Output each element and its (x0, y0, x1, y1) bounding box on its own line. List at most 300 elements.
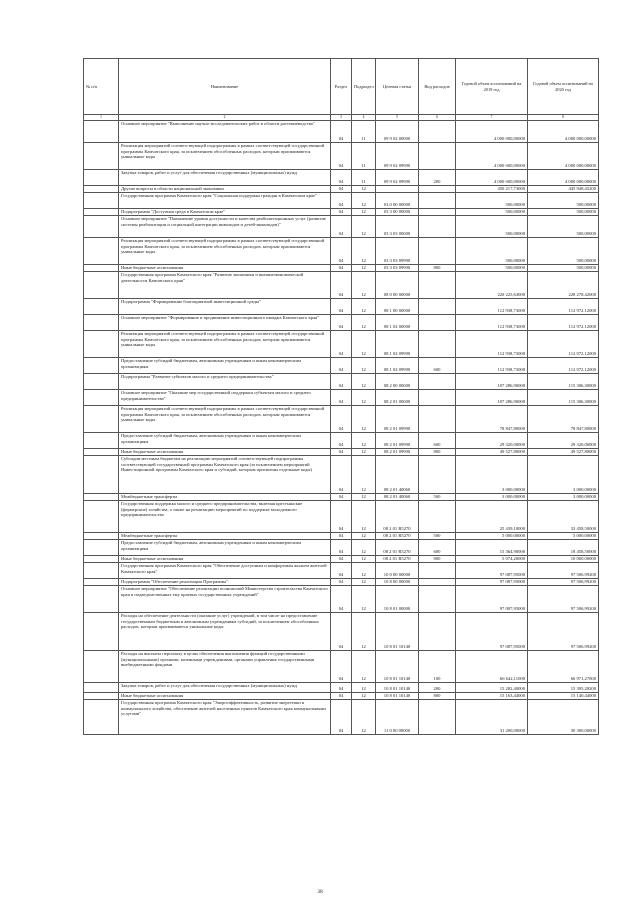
row-razdel-cell: 04 (331, 272, 352, 299)
table-row (84, 406, 599, 433)
row-2019-cell: 112 938,73000 (456, 358, 528, 374)
table-row (84, 315, 599, 331)
row-vid-cell: 600 (419, 540, 456, 556)
row-2020-cell: 3 000,00000 (528, 494, 599, 501)
row-name-cell: Реализация мероприятий соответствующей подпрограммы в рамках соответствующей государственной программы Камчатского края, за исключением обособленных расходов, которым присваиваются уникальные коды (119, 331, 331, 358)
row-number-cell (84, 265, 119, 272)
row-podrazdel-cell: 12 (352, 209, 376, 216)
row-name-cell: Расходы на обеспечение деятельности (оказание услуг) учреждений, в том числе на предоставление государственным бюджетным и автономным учреждениям субсидий, за исключением обособленных расходов, которым присваиваются уникальные коды (119, 613, 331, 651)
row-vid-cell (419, 586, 456, 613)
row-razdel-cell: 04 (331, 540, 352, 556)
row-razdel-cell: 04 (331, 693, 352, 700)
row-number-cell (84, 186, 119, 193)
row-number-cell (84, 449, 119, 456)
row-razdel-cell: 04 (331, 186, 352, 193)
row-vid-cell (419, 315, 456, 331)
column-number: 4 (352, 115, 376, 121)
row-vid-cell (419, 193, 456, 209)
row-name-cell: Подпрограмма "Обеспечение реализации Программы" (119, 579, 331, 586)
row-vid-cell: 600 (419, 358, 456, 374)
row-statya-cell: 10 8 01 00000 (376, 586, 419, 613)
table-row (84, 170, 599, 186)
row-2019-cell: 78 847,80000 (456, 406, 528, 433)
row-2019-cell: 97 087,95000 (456, 586, 528, 613)
row-number-cell (84, 209, 119, 216)
row-razdel-cell: 04 (331, 374, 352, 390)
row-name-cell: Иные бюджетные ассигнования (119, 265, 331, 272)
row-2020-cell: 15 395,28200 (528, 683, 599, 693)
table-row (84, 374, 599, 390)
row-podrazdel-cell: 12 (352, 556, 376, 563)
row-name-cell: Государственная программа Камчатского края "Обеспечение доступным и комфортным жильем жителей Камчатского края" (119, 563, 331, 579)
row-2020-cell: 15 140,44000 (528, 693, 599, 700)
row-name-cell: Государственная поддержка малого и среднего предпринимательства, включая крестьянские (фермерские) хозяйства, а также на реализацию мероприятий по поддержке молодежного предпринимательства (119, 501, 331, 533)
row-statya-cell: 09 9 02 00000 (376, 121, 419, 143)
row-number-cell (84, 456, 119, 494)
row-razdel-cell: 04 (331, 533, 352, 540)
table-row (84, 358, 599, 374)
row-name-cell: Государственная программа Камчатского края "Развитие экономики и внешнеэкономической деятельности Камчатского края" (119, 272, 331, 299)
row-number-cell (84, 433, 119, 449)
row-2019-cell: 4 000 000,00000 (456, 143, 528, 170)
table-row (84, 556, 599, 563)
table-row (84, 651, 599, 683)
header-2019: Годовой объем ассигнований на 2019 год (456, 59, 528, 115)
row-razdel-cell: 04 (331, 563, 352, 579)
table-row (84, 265, 599, 272)
row-statya-cell: 08 1 02 00000 (376, 315, 419, 331)
row-razdel-cell: 04 (331, 494, 352, 501)
row-2020-cell: 112 972,12000 (528, 299, 599, 315)
row-razdel-cell: 04 (331, 456, 352, 494)
row-podrazdel-cell: 11 (352, 170, 376, 186)
row-razdel-cell: 04 (331, 216, 352, 238)
row-name-cell: Иные бюджетные ассигнования (119, 693, 331, 700)
row-statya-cell: 08 0 00 00000 (376, 272, 419, 299)
row-number-cell (84, 299, 119, 315)
row-2020-cell: 18 458,50000 (528, 540, 599, 556)
row-name-cell: Иные бюджетные ассигнования (119, 556, 331, 563)
row-2019-cell: 107 286,90000 (456, 390, 528, 406)
row-razdel-cell: 04 (331, 121, 352, 143)
row-statya-cell: 08 2 01 40060 (376, 456, 419, 494)
row-name-cell: Основное мероприятие "Повышение уровня доступности и качества реабилитационных услуг (развитие системы реабилитации и социальной интеграции инвалидов и детей-инвалидов)" (119, 216, 331, 238)
row-razdel-cell: 04 (331, 193, 352, 209)
row-2020-cell: 97 506,99200 (528, 563, 599, 579)
row-vid-cell (419, 613, 456, 651)
row-2019-cell: 25 439,10000 (456, 501, 528, 533)
row-statya-cell: 08 2 01 R5270 (376, 533, 419, 540)
table-row (84, 586, 599, 613)
table-row (84, 563, 599, 579)
table-row (84, 216, 599, 238)
row-number-cell (84, 494, 119, 501)
row-razdel-cell: 04 (331, 265, 352, 272)
row-vid-cell (419, 121, 456, 143)
row-2019-cell: 31 200,00000 (456, 700, 528, 735)
row-2020-cell: 445 948,45200 (528, 186, 599, 193)
row-name-cell: Государственная программа Камчатского края "Энергоэффективность, развитие энергетики и коммунального хозяйства, обеспечение жителей населенных пунктов Камчатского края коммунальными услугами" (119, 700, 331, 735)
table-row (84, 501, 599, 533)
row-statya-cell: 03 3 03 09990 (376, 265, 419, 272)
row-2020-cell: 115 306,30000 (528, 390, 599, 406)
row-razdel-cell: 04 (331, 501, 352, 533)
row-podrazdel-cell: 12 (352, 456, 376, 494)
row-number-cell (84, 533, 119, 540)
row-name-cell: Подпрограмма "Доступная среда в Камчатском крае" (119, 209, 331, 216)
row-podrazdel-cell: 12 (352, 683, 376, 693)
row-name-cell: Реализация мероприятий соответствующей подпрограммы в рамках соответствующей государственной программы Камчатского края, за исключением обособленных расходов, которым присваиваются уникальные коды (119, 406, 331, 433)
row-razdel-cell: 04 (331, 143, 352, 170)
row-name-cell: Межбюджетные трансферты (119, 533, 331, 540)
row-2020-cell: 30 300,00000 (528, 700, 599, 735)
row-statya-cell: 08 2 01 R5270 (376, 501, 419, 533)
row-podrazdel-cell: 12 (352, 613, 376, 651)
row-2020-cell: 33 458,50000 (528, 501, 599, 533)
row-name-cell: Закупка товаров, работ и услуг для обеспечения государственных (муниципальных) нужд (119, 683, 331, 693)
row-2020-cell: 78 847,80000 (528, 406, 599, 433)
row-vid-cell: 800 (419, 265, 456, 272)
row-vid-cell (419, 216, 456, 238)
row-vid-cell: 100 (419, 651, 456, 683)
table-row (84, 121, 599, 143)
row-2019-cell: 112 938,73000 (456, 315, 528, 331)
row-2019-cell: 4 000 000,00000 (456, 170, 528, 186)
row-2020-cell: 5 000,00000 (528, 533, 599, 540)
row-statya-cell: 08 1 02 09990 (376, 358, 419, 374)
row-2019-cell: 450 217,73000 (456, 186, 528, 193)
row-podrazdel-cell: 12 (352, 563, 376, 579)
row-2020-cell: 112 972,12000 (528, 315, 599, 331)
row-razdel-cell: 04 (331, 209, 352, 216)
row-podrazdel-cell: 12 (352, 186, 376, 193)
row-number-cell (84, 556, 119, 563)
row-2020-cell: 97 506,99200 (528, 586, 599, 613)
row-vid-cell (419, 186, 456, 193)
row-number-cell (84, 143, 119, 170)
row-2020-cell: 500,00000 (528, 193, 599, 209)
column-number: 7 (456, 115, 528, 121)
row-2019-cell: 5 074,20000 (456, 556, 528, 563)
budget-table-sheet (83, 58, 598, 735)
row-razdel-cell: 04 (331, 586, 352, 613)
row-2019-cell: 500,00000 (456, 238, 528, 265)
row-number-cell (84, 374, 119, 390)
row-vid-cell: 200 (419, 683, 456, 693)
budget-table (83, 58, 599, 735)
table-row (84, 193, 599, 209)
row-razdel-cell: 04 (331, 299, 352, 315)
row-number-cell (84, 170, 119, 186)
row-number-cell (84, 651, 119, 683)
row-podrazdel-cell: 12 (352, 238, 376, 265)
row-2019-cell: 15 364,90000 (456, 540, 528, 556)
row-podrazdel-cell: 12 (352, 315, 376, 331)
row-2020-cell: 4 000 000,00000 (528, 143, 599, 170)
row-name-cell: Основное мероприятие "Обеспечение реализации полномочий Министерства строительства Камчатского края и подведомственных ему краевых государственных учреждений" (119, 586, 331, 613)
header-podrazdel: Подраздел (352, 59, 376, 115)
table-row (84, 693, 599, 700)
row-podrazdel-cell: 12 (352, 533, 376, 540)
row-statya-cell: 10 8 00 00000 (376, 579, 419, 586)
row-vid-cell (419, 143, 456, 170)
row-2020-cell: 500,00000 (528, 216, 599, 238)
row-statya-cell: 09 9 02 09990 (376, 143, 419, 170)
table-row (84, 186, 599, 193)
row-2019-cell: 500,00000 (456, 193, 528, 209)
row-vid-cell (419, 390, 456, 406)
row-2019-cell: 500,00000 (456, 209, 528, 216)
row-vid-cell (419, 456, 456, 494)
row-2019-cell: 112 938,73000 (456, 299, 528, 315)
row-2020-cell: 3 000,00000 (528, 456, 599, 494)
header-2020: Годовой объем ассигнований на 2020 год (528, 59, 599, 115)
row-number-cell (84, 315, 119, 331)
row-statya-cell: 08 2 00 00000 (376, 374, 419, 390)
row-name-cell: Основное мероприятие "Формирование и продвижение инвестиционного имиджа Камчатского края" (119, 315, 331, 331)
row-razdel-cell: 04 (331, 433, 352, 449)
row-2019-cell: 500,00000 (456, 216, 528, 238)
row-razdel-cell: 04 (331, 406, 352, 433)
row-podrazdel-cell: 12 (352, 374, 376, 390)
row-podrazdel-cell: 12 (352, 299, 376, 315)
row-podrazdel-cell: 12 (352, 540, 376, 556)
table-row (84, 238, 599, 265)
row-statya-cell: 03 3 03 09990 (376, 238, 419, 265)
row-razdel-cell: 04 (331, 238, 352, 265)
header-razdel: Раздел (331, 59, 352, 115)
row-statya-cell: 08 1 00 00000 (376, 299, 419, 315)
row-vid-cell: 500 (419, 533, 456, 540)
row-razdel-cell: 04 (331, 315, 352, 331)
row-2020-cell: 112 972,12000 (528, 358, 599, 374)
row-name-cell: Предоставление субсидий бюджетным, автономным учреждениям и иным некоммерческим организациям (119, 540, 331, 556)
table-row (84, 390, 599, 406)
row-statya-cell: 09 9 02 09990 (376, 170, 419, 186)
row-number-cell (84, 700, 119, 735)
row-2020-cell: 4 000 000,00000 (528, 170, 599, 186)
row-statya-cell: 08 2 01 R5270 (376, 540, 419, 556)
row-number-cell (84, 216, 119, 238)
row-vid-cell: 600 (419, 433, 456, 449)
row-name-cell: Подпрограмма "Формирование благоприятной инвестиционной среды" (119, 299, 331, 315)
row-vid-cell (419, 209, 456, 216)
page-number: 38 (317, 889, 323, 895)
row-2019-cell: 220 225,63000 (456, 272, 528, 299)
table-row (84, 449, 599, 456)
row-vid-cell (419, 299, 456, 315)
row-statya-cell: 08 2 01 R5270 (376, 556, 419, 563)
header-num: № п/п (84, 59, 119, 115)
row-name-cell: Субсидии местным бюджетам на реализацию мероприятий соответствующей подпрограммы соответствующей государственной программы Камчатского края (за исключением мероприятий Инвестиционной программы Камчатского края и субсидий, которым присвоены отдельные коды) (119, 456, 331, 494)
row-vid-cell (419, 238, 456, 265)
row-statya-cell: 03 3 00 00000 (376, 209, 419, 216)
column-number: 8 (528, 115, 599, 121)
row-vid-cell: 500 (419, 494, 456, 501)
row-razdel-cell: 04 (331, 358, 352, 374)
row-razdel-cell: 04 (331, 683, 352, 693)
row-statya-cell: 10 8 01 10140 (376, 613, 419, 651)
row-2020-cell: 500,00000 (528, 238, 599, 265)
row-statya-cell: 10 8 01 10140 (376, 683, 419, 693)
row-number-cell (84, 238, 119, 265)
row-number-cell (84, 540, 119, 556)
row-razdel-cell: 04 (331, 556, 352, 563)
row-2019-cell: 15 282,40000 (456, 683, 528, 693)
row-2020-cell: 97 506,99200 (528, 613, 599, 651)
row-2020-cell: 4 000 000,00000 (528, 121, 599, 143)
row-podrazdel-cell: 12 (352, 265, 376, 272)
row-podrazdel-cell: 12 (352, 358, 376, 374)
row-2019-cell: 3 000,00000 (456, 456, 528, 494)
row-statya-cell: 08 2 01 09990 (376, 406, 419, 433)
row-podrazdel-cell: 11 (352, 121, 376, 143)
row-vid-cell: 800 (419, 693, 456, 700)
row-razdel-cell: 04 (331, 449, 352, 456)
column-number: 3 (331, 115, 352, 121)
row-number-cell (84, 358, 119, 374)
row-2019-cell: 5 000,00000 (456, 533, 528, 540)
row-vid-cell (419, 501, 456, 533)
row-2019-cell: 97 087,95000 (456, 613, 528, 651)
row-podrazdel-cell: 12 (352, 449, 376, 456)
row-2020-cell: 228 278,42000 (528, 272, 599, 299)
row-podrazdel-cell: 12 (352, 193, 376, 209)
header-name: Наименование (119, 59, 331, 115)
row-name-cell: Иные бюджетные ассигнования (119, 449, 331, 456)
table-row (84, 494, 599, 501)
row-statya-cell: 08 2 01 40060 (376, 494, 419, 501)
row-name-cell: Предоставление субсидий бюджетным, автономным учреждениям и иным некоммерческим организациям (119, 358, 331, 374)
row-number-cell (84, 501, 119, 533)
row-name-cell: Закупка товаров, работ и услуг для обеспечения государственных (муниципальных) нужд (119, 170, 331, 186)
row-2019-cell: 112 938,73000 (456, 331, 528, 358)
row-2019-cell: 107 286,90000 (456, 374, 528, 390)
row-2019-cell: 49 527,80000 (456, 449, 528, 456)
row-name-cell: Другие вопросы в области национальной экономики (119, 186, 331, 193)
row-vid-cell (419, 272, 456, 299)
row-podrazdel-cell: 12 (352, 390, 376, 406)
row-2020-cell: 115 306,30000 (528, 374, 599, 390)
row-razdel-cell: 04 (331, 651, 352, 683)
row-2020-cell: 10 000,00000 (528, 556, 599, 563)
row-2020-cell: 500,00000 (528, 265, 599, 272)
row-statya-cell: 10 0 00 00000 (376, 563, 419, 579)
row-2020-cell: 500,00000 (528, 209, 599, 216)
row-number-cell (84, 563, 119, 579)
row-2019-cell: 500,00000 (456, 265, 528, 272)
row-statya-cell: 08 1 02 09990 (376, 331, 419, 358)
row-2020-cell: 29 320,00000 (528, 433, 599, 449)
table-row (84, 533, 599, 540)
row-razdel-cell: 04 (331, 331, 352, 358)
table-row (84, 613, 599, 651)
row-statya-cell: 03 0 00 00000 (376, 193, 419, 209)
table-body (84, 121, 599, 735)
row-2019-cell: 4 000 000,00000 (456, 121, 528, 143)
header-vid: Вид расходов (419, 59, 456, 115)
row-podrazdel-cell: 12 (352, 433, 376, 449)
row-razdel-cell: 04 (331, 170, 352, 186)
row-statya-cell: 03 3 03 00000 (376, 216, 419, 238)
row-2020-cell: 112 972,12000 (528, 331, 599, 358)
row-name-cell: Расходы на выплаты персоналу в целях обеспечения выполнения функций государственными (муниципальными) органами, казенными учреждениями, органами управления государственными внебюджетными фондами (119, 651, 331, 683)
row-name-cell: Государственная программа Камчатского края "Социальная поддержка граждан в Камчатском крае" (119, 193, 331, 209)
table-row (84, 272, 599, 299)
row-vid-cell: 200 (419, 170, 456, 186)
row-podrazdel-cell: 12 (352, 693, 376, 700)
row-2019-cell: 15 163,44000 (456, 693, 528, 700)
row-podrazdel-cell: 12 (352, 651, 376, 683)
header-row (84, 59, 599, 115)
row-number-cell (84, 613, 119, 651)
row-podrazdel-cell: 12 (352, 586, 376, 613)
row-podrazdel-cell: 12 (352, 216, 376, 238)
row-vid-cell (419, 579, 456, 586)
row-razdel-cell: 04 (331, 613, 352, 651)
row-2019-cell: 29 320,00000 (456, 433, 528, 449)
row-number-cell (84, 390, 119, 406)
table-row (84, 456, 599, 494)
row-name-cell: Реализация мероприятий соответствующей подпрограммы в рамках соответствующей государственной программы Камчатского края, за исключением обособленных расходов, которым присваиваются уникальные коды (119, 238, 331, 265)
table-row (84, 433, 599, 449)
row-number-cell (84, 272, 119, 299)
row-2020-cell: 66 971,27000 (528, 651, 599, 683)
row-statya-cell: 11 0 00 00000 (376, 700, 419, 735)
column-number: 1 (84, 115, 119, 121)
table-row (84, 700, 599, 735)
row-number-cell (84, 121, 119, 143)
row-vid-cell (419, 700, 456, 735)
row-number-cell (84, 693, 119, 700)
column-number: 6 (419, 115, 456, 121)
row-statya-cell: 08 2 01 09990 (376, 449, 419, 456)
column-number: 5 (376, 115, 419, 121)
row-podrazdel-cell: 12 (352, 494, 376, 501)
row-vid-cell (419, 406, 456, 433)
row-number-cell (84, 683, 119, 693)
row-podrazdel-cell: 12 (352, 406, 376, 433)
table-row (84, 683, 599, 693)
row-podrazdel-cell: 12 (352, 331, 376, 358)
row-2020-cell: 49 527,80000 (528, 449, 599, 456)
table-row (84, 540, 599, 556)
row-vid-cell: 800 (419, 556, 456, 563)
row-statya-cell: 08 2 01 00000 (376, 390, 419, 406)
row-podrazdel-cell: 12 (352, 272, 376, 299)
row-podrazdel-cell: 12 (352, 579, 376, 586)
table-row (84, 331, 599, 358)
row-number-cell (84, 193, 119, 209)
row-name-cell: Основное мероприятие "Выполнение научно-исследовательских работ в области растениеводства" (119, 121, 331, 143)
row-podrazdel-cell: 12 (352, 700, 376, 735)
row-number-cell (84, 586, 119, 613)
row-razdel-cell: 04 (331, 390, 352, 406)
row-number-cell (84, 406, 119, 433)
row-2019-cell: 66 642,11000 (456, 651, 528, 683)
row-statya-cell: 10 8 01 10140 (376, 651, 419, 683)
row-razdel-cell: 04 (331, 700, 352, 735)
row-name-cell: Основное мероприятие "Оказание мер государственной поддержки субъектам малого и среднего предпринимательства" (119, 390, 331, 406)
row-2019-cell: 97 087,95000 (456, 563, 528, 579)
row-number-cell (84, 579, 119, 586)
row-vid-cell (419, 563, 456, 579)
row-statya-cell (376, 186, 419, 193)
table-row (84, 579, 599, 586)
row-razdel-cell: 04 (331, 579, 352, 586)
header-statya: Целевая статья (376, 59, 419, 115)
row-vid-cell: 800 (419, 449, 456, 456)
